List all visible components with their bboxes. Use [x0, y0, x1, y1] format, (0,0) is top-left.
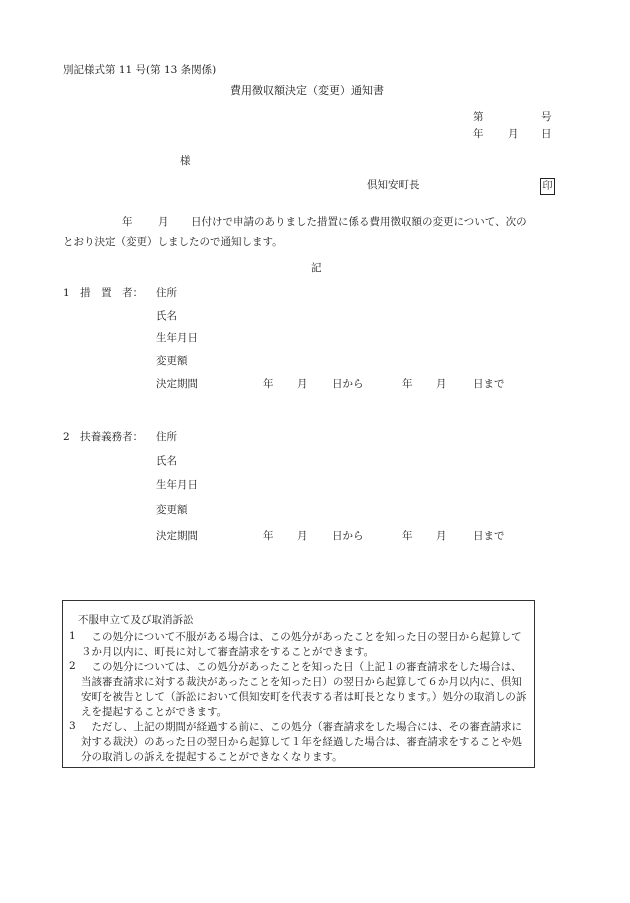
- notice-item-2: [69, 660, 531, 720]
- body-month: 月: [158, 216, 169, 228]
- section1-period-month-to: 月: [436, 378, 447, 390]
- section1-period: 決定期間: [156, 378, 198, 390]
- section1-change-amount: 変更額: [156, 355, 188, 367]
- section2-period: 決定期間: [156, 530, 198, 542]
- number-prefix: 第: [473, 111, 484, 123]
- section2-period-day-from: 日から: [332, 530, 364, 542]
- notice-title: 不服申立て及び取消訴訟: [78, 614, 194, 626]
- notice-item-1: [69, 630, 531, 660]
- number-suffix: 号: [541, 111, 552, 123]
- notice-item-text: ただし、上記の期間が経過する前に、この処分（審査請求をした場合には、その審査請求に対する裁決）のあった日の翌日から起算して１年を経過した場合は、審査請求をすることや処分の取消しの訴えを提起することができなくなります。: [81, 721, 522, 763]
- section1-period-month-from: 月: [297, 378, 308, 390]
- section1-period-day-from: 日から: [332, 378, 364, 390]
- section2-period-month-to: 月: [436, 530, 447, 542]
- issuer-name: 倶知安町長: [367, 179, 420, 191]
- notice-item-number: 3: [69, 720, 76, 732]
- notice-item-3: [69, 720, 531, 765]
- date-day: 日: [541, 128, 552, 140]
- section2-period-year-from: 年: [263, 530, 274, 542]
- appeal-notice-box: [62, 600, 535, 768]
- section2-period-year-to: 年: [402, 530, 413, 542]
- form-number: 別記様式第 11 号(第 13 条関係): [63, 64, 217, 76]
- notice-item-text: この処分については、この処分があったことを知った日（上記１の審査請求をした場合は、当該審査請求に対する裁決があったことを知った日）の翌日から起算して６か月以内に、倶知安町を被告として（訴訟において倶知安町を代表する者は町長となります。）処分の取消しの訴えを提起することができます。: [81, 661, 527, 718]
- section2-period-month-from: 月: [297, 530, 308, 542]
- body-line1: 日付けで申請のありました措置に係る費用徴収額の変更について、次の: [191, 216, 527, 228]
- section1-birthdate: 生年月日: [156, 332, 198, 344]
- section1-name: 氏名: [156, 310, 177, 322]
- body-year: 年: [122, 216, 133, 228]
- section2-birthdate: 生年月日: [156, 479, 198, 491]
- body-line2: とおり決定（変更）しましたので通知します。: [63, 236, 283, 248]
- section1-address: 住所: [156, 287, 177, 299]
- section1-label: 1 措 置 者：: [63, 287, 144, 299]
- section2-address: 住所: [156, 431, 177, 443]
- seal-mark: 印: [540, 178, 555, 195]
- addressee-suffix: 様: [180, 155, 191, 167]
- ki-heading: 記: [311, 262, 322, 274]
- section2-period-day-to: 日まで: [473, 530, 505, 542]
- section1-period-year-to: 年: [402, 378, 413, 390]
- section2-label: 2 扶養義務者：: [63, 431, 144, 443]
- notice-item-text: この処分について不服がある場合は、この処分があったことを知った日の翌日から起算して３か月以内に、町長に対して審査請求をすることができます。: [81, 631, 522, 658]
- section2-change-amount: 変更額: [156, 504, 188, 516]
- section1-period-day-to: 日まで: [473, 378, 505, 390]
- date-month: 月: [508, 128, 519, 140]
- date-year: 年: [473, 128, 484, 140]
- notice-item-number: 2: [69, 660, 76, 672]
- section2-name: 氏名: [156, 455, 177, 467]
- section1-period-year-from: 年: [263, 378, 274, 390]
- notice-item-number: 1: [69, 630, 76, 642]
- document-title: 費用徴収額決定（変更）通知書: [230, 84, 384, 97]
